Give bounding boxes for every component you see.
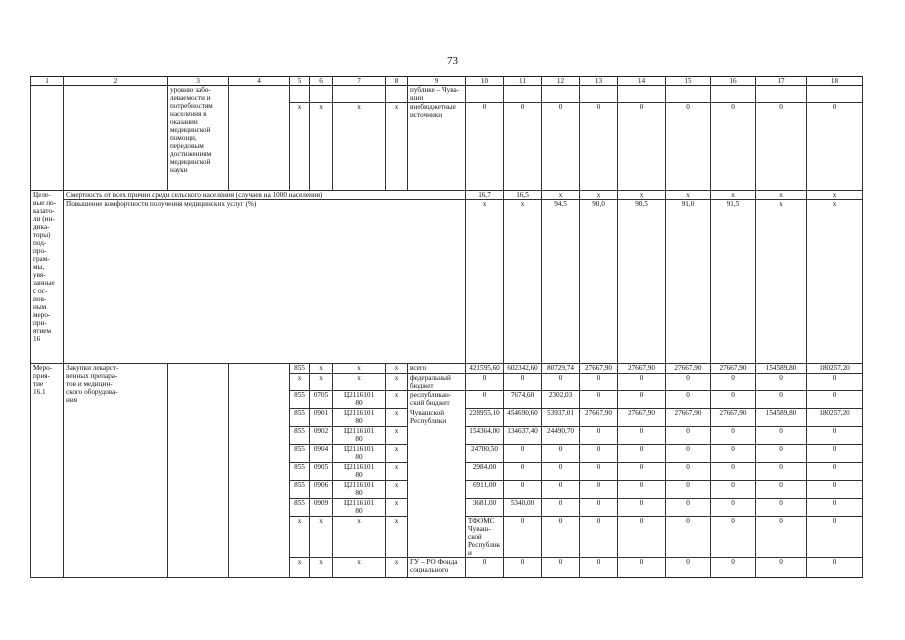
value-cell: 0 [580,374,618,391]
value-cell: 0 [504,558,542,578]
value-cell: 0904 [310,445,333,463]
value-cell: 0 [711,391,756,409]
value-cell: 0 [807,103,863,191]
value-cell: 0705 [310,391,333,409]
value-cell: 855 [290,409,310,427]
value-cell: 0 [542,374,580,391]
value-cell: 0 [666,558,711,578]
value-cell: 0 [618,463,666,481]
value-cell: 0 [504,374,542,391]
value-cell: 855 [290,445,310,463]
value-cell: x [666,191,711,200]
value-cell: 27667,90 [711,409,756,427]
value-cell: 855 [290,391,310,409]
value-cell: 0 [618,427,666,445]
value-cell: 0 [580,517,618,558]
value-cell: 7674,60 [504,391,542,409]
value-cell: 855 [290,463,310,481]
value-cell: x [386,374,408,391]
value-cell: x [386,517,408,558]
value-cell: x [756,191,807,200]
source-cell: всего [408,364,466,374]
source-cell: Чувашской Республики [408,409,466,558]
value-cell: 0 [666,445,711,463]
value-cell: 0 [711,481,756,499]
value-cell: 0 [580,463,618,481]
value-cell: 0 [666,499,711,517]
value-cell: 421595,60 [466,364,504,374]
value-cell: 0 [807,499,863,517]
value-cell: 3681,00 [466,499,504,517]
value-cell: 0 [756,374,807,391]
value-cell: x [386,364,408,374]
value-cell: 228955,10 [466,409,504,427]
value-cell: 27667,90 [580,364,618,374]
value-cell: 0 [580,499,618,517]
source-cell: внебюджетные источники [408,103,466,191]
value-cell: 0 [618,103,666,191]
value-cell: 0 [807,391,863,409]
value-cell: x [807,200,863,364]
value-cell: 0 [618,481,666,499]
table-row [31,364,863,374]
value-cell: x [711,191,756,200]
value-cell: 154589,80 [756,364,807,374]
value-cell: 134637,40 [504,427,542,445]
value-cell: 0 [756,445,807,463]
value-cell: 154589,80 [756,409,807,427]
value-cell: 0 [504,481,542,499]
value-cell: 0 [618,445,666,463]
value-cell: 0 [711,103,756,191]
value-cell: 0 [666,374,711,391]
header-cell: 17 [756,77,807,86]
header-cell: 14 [618,77,666,86]
value-cell: x [386,445,408,463]
value-cell: 0 [711,517,756,558]
value-cell: x [580,191,618,200]
value-cell: 154364,00 [466,427,504,445]
value-cell: x [756,200,807,364]
value-cell: 0 [580,391,618,409]
value-cell: 0 [666,481,711,499]
value-cell: 0 [711,499,756,517]
value-cell: 0 [666,103,711,191]
targets-label-cell: Целе- вые по- казато- ли (ин- дика- торы) под- про- грам- мы, увя- занные с ос- нов- ным меро- при- ятием 16 [31,191,64,364]
header-cell: 12 [542,77,580,86]
value-cell: 90,5 [618,200,666,364]
value-cell: 0 [807,517,863,558]
value-cell: 0 [618,374,666,391]
value-cell: 0 [807,374,863,391]
header-cell: 3 [168,77,229,86]
value-cell: 0 [466,391,504,409]
value-cell: x [333,517,386,558]
table-row [31,191,863,200]
value-cell: 0 [618,499,666,517]
header-cell: 7 [333,77,386,86]
value-cell: 0 [542,517,580,558]
value-cell: 91,0 [666,200,711,364]
value-cell: 27667,90 [580,409,618,427]
value-cell: 0 [666,427,711,445]
header-cell: 11 [504,77,542,86]
value-cell: x [333,364,386,374]
value-cell: x [386,409,408,427]
value-cell: x [333,558,386,578]
value-cell: x [504,200,542,364]
header-cell: 5 [290,77,310,86]
value-cell: 0 [756,463,807,481]
value-cell: x [310,103,333,191]
value-cell: 27667,90 [666,364,711,374]
value-cell: 0 [807,427,863,445]
value-cell: 0 [618,558,666,578]
value-cell: 0906 [310,481,333,499]
value-cell: 0 [618,517,666,558]
value-cell: x [290,517,310,558]
value-cell: x [466,200,504,364]
value-cell: 2302,03 [542,391,580,409]
page-number: 73 [447,55,458,67]
value-cell: Ц2116101 80 [333,409,386,427]
value-cell: x [310,374,333,391]
program-table [30,76,863,578]
value-cell: Ц2116101 80 [333,481,386,499]
value-cell: 855 [290,427,310,445]
measure-name-cell: Закупки лекарст- венных препара- тов и медицин- ского оборудова- ния [64,364,168,578]
value-cell: x [333,374,386,391]
value-cell: 0 [807,558,863,578]
header-cell: 10 [466,77,504,86]
value-cell: 24490,70 [542,427,580,445]
value-cell: 0 [756,391,807,409]
value-cell: x [386,463,408,481]
value-cell: x [386,391,408,409]
value-cell: Ц2116101 80 [333,499,386,517]
header-cell: 18 [807,77,863,86]
value-cell: 0 [711,427,756,445]
indicator-text: Смертность от всех причин среди сельского населения (случаев на 1000 населения) [64,191,466,200]
value-cell: 0 [580,103,618,191]
indicator-text: Повышение комфортности получения медицинских услуг (%) [64,200,466,364]
value-cell: 180257,20 [807,364,863,374]
value-cell: 0 [756,427,807,445]
value-cell: 0 [466,558,504,578]
value-cell: 0902 [310,427,333,445]
value-cell: 16,7 [466,191,504,200]
value-cell: 27667,90 [666,409,711,427]
table-row [31,86,863,103]
value-cell: 0 [542,445,580,463]
value-cell: 0 [756,499,807,517]
value-cell: x [310,364,333,374]
source-cell: публике – Чува- шии [408,86,466,103]
value-cell: x [290,558,310,578]
source-cell: ТФОМС Чуваш- ской Республики [466,517,504,558]
value-cell: 0 [504,103,542,191]
value-cell: 0 [542,481,580,499]
value-cell: x [386,103,408,191]
value-cell: 27667,90 [618,364,666,374]
value-cell: 180257,20 [807,409,863,427]
value-cell: 855 [290,481,310,499]
value-cell: 53937,01 [542,409,580,427]
value-cell: 0 [580,481,618,499]
value-cell: Ц2116101 80 [333,445,386,463]
value-cell: x [542,191,580,200]
value-cell: 0 [666,463,711,481]
value-cell: x [290,374,310,391]
header-cell: 8 [386,77,408,86]
value-cell: 6911,00 [466,481,504,499]
value-cell: x [310,558,333,578]
table-row [31,200,863,364]
header-cell: 13 [580,77,618,86]
source-cell: федеральный бюджет [408,374,466,391]
value-cell: 0 [711,374,756,391]
column-header-row [31,77,863,86]
value-cell: 0 [542,103,580,191]
measure-label-cell: Меро- прия- тие 16.1 [31,364,64,578]
value-cell: x [618,191,666,200]
value-cell: 91,5 [711,200,756,364]
value-cell: 0 [580,558,618,578]
value-cell: 94,5 [542,200,580,364]
value-cell: 855 [290,364,310,374]
value-cell: 5340,00 [504,499,542,517]
value-cell: 0909 [310,499,333,517]
value-cell: 27667,90 [711,364,756,374]
value-cell: x [310,517,333,558]
value-cell: 24700,50 [466,445,504,463]
value-cell: x [807,191,863,200]
value-cell: 0 [807,445,863,463]
value-cell: 0 [504,445,542,463]
value-cell: x [333,103,386,191]
value-cell: 0 [618,391,666,409]
value-cell: 0 [580,445,618,463]
value-cell: 0 [542,499,580,517]
value-cell: 0 [666,517,711,558]
criteria-cell: уровню забо- леваемости и потребностям населения в оказании медицинской помощи, передовым достижениям медицинской науки [168,86,229,191]
value-cell: 80729,74 [542,364,580,374]
value-cell: 0 [711,445,756,463]
value-cell: x [386,499,408,517]
value-cell: 0901 [310,409,333,427]
value-cell: 90,0 [580,200,618,364]
value-cell: 2984,00 [466,463,504,481]
value-cell: x [386,481,408,499]
value-cell: 0 [756,481,807,499]
header-cell: 4 [229,77,290,86]
source-cell: республикан- ский бюджет [408,391,466,409]
value-cell: 0 [580,427,618,445]
value-cell: x [386,427,408,445]
value-cell: Ц2116101 80 [333,463,386,481]
value-cell: 0 [504,517,542,558]
header-cell: 2 [64,77,168,86]
value-cell: 27667,90 [618,409,666,427]
value-cell: 0 [466,103,504,191]
value-cell: 0 [711,558,756,578]
header-cell: 15 [666,77,711,86]
value-cell: 0 [756,558,807,578]
value-cell: Ц2116101 80 [333,391,386,409]
value-cell: 0 [666,391,711,409]
value-cell: 0 [756,103,807,191]
value-cell: 0905 [310,463,333,481]
header-cell: 6 [310,77,333,86]
value-cell: 0 [807,481,863,499]
value-cell: 16,5 [504,191,542,200]
header-cell: 9 [408,77,466,86]
value-cell: 0 [504,463,542,481]
value-cell: 0 [756,517,807,558]
source-cell: ГУ – РО Фонда социального [408,558,466,578]
value-cell: x [386,558,408,578]
value-cell: x [290,103,310,191]
value-cell: 0 [542,558,580,578]
value-cell: 0 [807,463,863,481]
value-cell: 454690,60 [504,409,542,427]
value-cell: 0 [711,463,756,481]
value-cell: Ц2116101 80 [333,427,386,445]
value-cell: 0 [542,463,580,481]
value-cell: 602342,60 [504,364,542,374]
header-cell: 16 [711,77,756,86]
value-cell: 0 [466,374,504,391]
header-cell: 1 [31,77,64,86]
value-cell: 855 [290,499,310,517]
